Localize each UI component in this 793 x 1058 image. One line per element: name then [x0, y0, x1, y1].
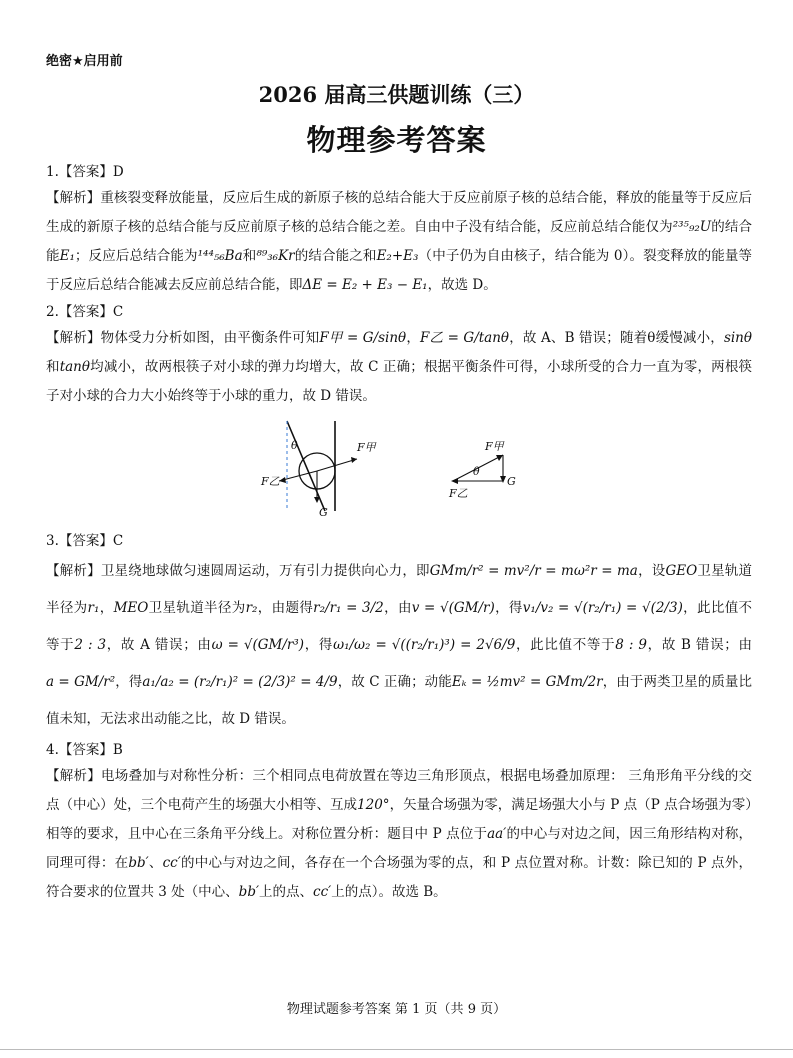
q3-t15: ，故 C 正确；动能 — [337, 674, 452, 690]
q1-text2: 的结合能 — [46, 219, 753, 264]
q3-t13: ，故 B 错误；由 — [646, 637, 752, 653]
q4-bb: bb′ — [128, 855, 149, 871]
q2-formula-2: F乙 = G/tanθ — [420, 330, 510, 346]
tri-g-head — [500, 476, 506, 483]
gravity-head — [314, 497, 320, 503]
q3-t8: ，得 — [494, 600, 523, 616]
q1-text: 重核裂变释放能量，反应后生成的新原子核的总结合能大于反应前原子核的总结合能，释放的能量等于反应后生成的新原子核的总结合能与反应前原子核的总结合能之差。自由中子没有结合能，反应前总结合能仅为 — [46, 190, 753, 235]
q4-angle: 120° — [357, 797, 390, 813]
q3-r2: r₂ — [245, 600, 258, 616]
q2-figure — [46, 419, 752, 519]
q2-text: 物体受力分析如图，由平衡条件可知 — [100, 330, 320, 346]
q1-text4: 和 — [242, 248, 257, 264]
q3-t1: 卫星绕地球做匀速圆周运动，万有引力提供向心力，即 — [100, 563, 430, 579]
tri-f-yi-head — [451, 478, 458, 484]
q3-t2: ，设 — [637, 563, 666, 579]
q3-t7: ，由 — [383, 600, 412, 616]
q2-tan: tanθ — [59, 359, 90, 375]
q3-ratio2: 8 : 9 — [615, 637, 647, 653]
q4-t1: 电场叠加与对称性分析：三个相同点电荷放置在等边三角形顶点，根据电场叠加原理： 三角形角平分线的交点（中心）处，三个电荷产生的场强大小相等、互成 — [46, 768, 753, 813]
nuclide-u235: ²³⁵₉₂U — [672, 219, 712, 235]
q4-cc2: cc′ — [313, 884, 332, 900]
label-theta: θ — [291, 439, 298, 452]
q2-text2: ，故 A、B 错误；随着θ缓慢减小， — [509, 330, 724, 346]
q4-bb2: bb′ — [238, 884, 260, 900]
force-jia-arrow — [317, 459, 357, 471]
q3-t12: ，此比值不等于 — [515, 637, 616, 653]
q3-ratio1: 2 : 3 — [74, 637, 107, 653]
q2-sep: ， — [406, 330, 420, 346]
q3-t14: ，得 — [115, 674, 143, 690]
q1-formula: ΔE = E₂ + E₃ − E₁ — [302, 277, 428, 293]
label-f-jia: F甲 — [357, 441, 376, 454]
page-footer: 物理试题参考答案 第 1 页（共 9 页） — [286, 1002, 507, 1017]
q1-text5: 的结合能之和 — [294, 248, 377, 264]
q3-geo: GEO — [665, 563, 698, 579]
label-f-yi: F乙 — [261, 475, 280, 488]
q2-text4: 均减小，故两根筷子对小球的弹力均增大，故 C 正确；根据平衡条件可得，小球所受的合力一直为零，两根筷子对小球的合力大小始终等于小球的重力，故 D 错误。 — [46, 359, 753, 404]
q2-analysis — [46, 324, 752, 411]
label-g: G — [319, 506, 328, 519]
q3-formula-a: a = GM/r² — [46, 674, 116, 690]
q3-r1: r₁ — [87, 600, 100, 616]
q4-aa: aa′ — [487, 826, 507, 842]
q2-formula-1: F甲 = G/sinθ — [319, 330, 407, 346]
q3-t11: ，得 — [304, 637, 334, 653]
analysis-label: 【解析】 — [46, 190, 101, 206]
q1-analysis — [46, 184, 752, 300]
q4-t7: 上的点）。故选 B。 — [331, 884, 447, 900]
q3-analysis — [46, 553, 752, 738]
q4-t5: 的中心与对边之间，各存在一个合场强为零的点，和 P 点位置对称。计数：除已知的 P 点外，符合要求的位置共 3 处（中心、 — [46, 855, 752, 900]
chopsticks-ball-diagram — [259, 419, 379, 519]
exam-title: 2026 届高三供题训练（三） — [258, 82, 535, 107]
q4-t4: 、 — [148, 855, 163, 871]
q1-answer: 1.【答案】D — [46, 164, 124, 180]
analysis-label: 【解析】 — [46, 563, 101, 579]
q1-e1: E₁ — [59, 248, 75, 264]
q1-text7: ，故选 D。 — [427, 277, 497, 293]
tri-label-f-yi: F乙 — [449, 487, 468, 500]
q4-t2: ，矢量合场强为零，满足场强大小与 P 点（P 点合场强为零）相等的要求，且中心在三条角平分线上。对称位置分析：题目中 P 点位于 — [46, 797, 752, 842]
force-jia-head — [351, 457, 357, 463]
q3-answer: 3.【答案】C — [46, 533, 124, 549]
q3-t5: 卫星轨道半径为 — [148, 600, 246, 616]
nuclide-kr89: ⁸⁹₃₆Kr — [256, 248, 295, 264]
q3-t10: ，故 A 错误；由 — [106, 637, 212, 653]
content-body — [46, 160, 752, 907]
tri-label-theta: θ — [473, 465, 480, 478]
q4-t3: 的中心与对边之间，因三角形结构对称，同理可得：在 — [46, 826, 752, 871]
q4-t6: 上的点、 — [259, 884, 314, 900]
q3-meo: MEO — [113, 600, 149, 616]
force-triangle-diagram — [439, 419, 539, 519]
q2-answer: 2.【答案】C — [46, 304, 124, 320]
q3-formula-ek: Eₖ = ½mv² = GMm/2r — [451, 674, 603, 690]
q3-formula-omega: ω = √(GM/r³) — [211, 637, 305, 653]
q3-formula-ratio-r: r₂/r₁ = 3/2 — [313, 600, 384, 616]
q2-sin: sinθ — [723, 330, 753, 346]
bottom-rule — [0, 1049, 793, 1050]
answer-key-title: 物理参考答案 — [306, 123, 487, 157]
q3-t9: ，此比值不等于 — [46, 600, 753, 653]
q4-analysis — [46, 762, 752, 907]
tri-label-g: G — [507, 475, 516, 488]
tri-label-f-jia: F甲 — [485, 440, 504, 453]
q3-t4: ， — [99, 600, 114, 616]
q3-t3: 卫星轨道半径为 — [46, 563, 753, 616]
q3-formula-v-ratio: v₁/v₂ = √(r₂/r₁) = √(2/3) — [522, 600, 683, 616]
q2-text3: 和 — [46, 359, 60, 375]
q1-text3: ；反应后总结合能为 — [74, 248, 198, 264]
q3-formula-gravity: GMm/r² = mv²/r = mω²r = ma — [429, 563, 638, 579]
force-yi-head — [279, 477, 286, 483]
q3-formula-a-ratio: a₁/a₂ = (r₂/r₁)² = (2/3)² = 4/9 — [142, 674, 338, 690]
q4-answer: 4.【答案】B — [46, 742, 123, 758]
q3-t16: ，由于两类卫星的质量比值未知，无法求出动能之比，故 D 错误。 — [46, 674, 753, 727]
analysis-label: 【解析】 — [46, 768, 102, 784]
q1-e23: E₂+E₃ — [376, 248, 419, 264]
analysis-label: 【解析】 — [46, 330, 101, 346]
secret-label: 绝密★启用前 — [46, 54, 123, 69]
q3-formula-omega-ratio: ω₁/ω₂ = √((r₂/r₁)³) = 2√6/9 — [333, 637, 516, 653]
q1-text6: （中子仍为自由核子，结合能为 0）。裂变释放的能量等于反应后总结合能减去反应前总结合能，即 — [46, 248, 753, 293]
q3-t6: ，由题得 — [257, 600, 314, 616]
q3-formula-v: v = √(GM/r) — [411, 600, 495, 616]
nuclide-ba144: ¹⁴⁴₅₆Ba — [197, 248, 243, 264]
q4-cc: cc′ — [162, 855, 181, 871]
